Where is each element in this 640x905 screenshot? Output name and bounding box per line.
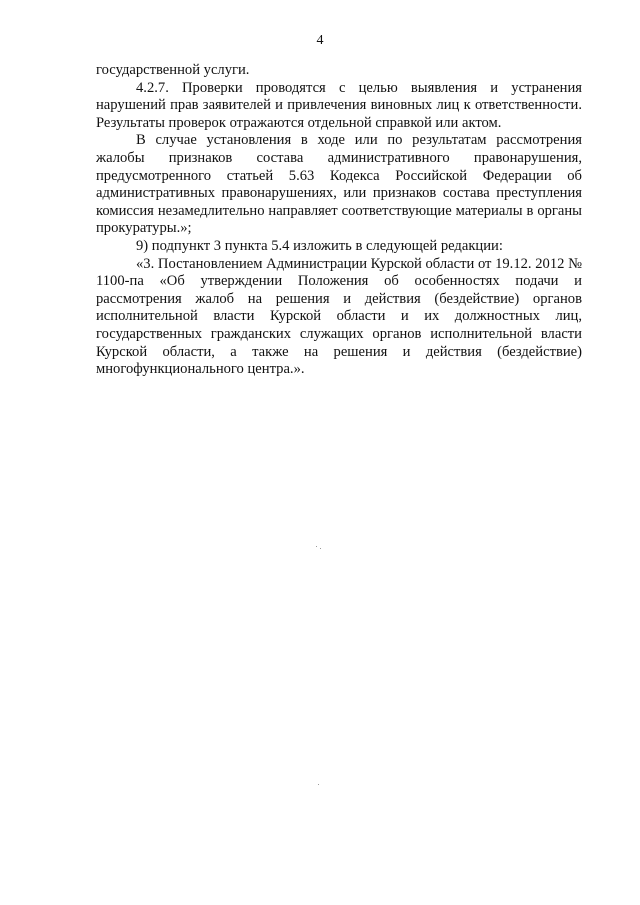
document-body bbox=[96, 62, 582, 379]
page-number: 4 bbox=[316, 33, 324, 48]
scan-speck bbox=[316, 546, 317, 547]
paragraph-continuation: государственной услуги. bbox=[96, 62, 250, 78]
paragraph-resolution-quote: «3. Постановлением Администрации Курской области от 19.12. 2012 № 1100-па «Об утверждении Положения об особенностях подачи и рассмотрения жалоб на решения и действия (бездействие) органов исполнительной власти Курской области и их должностных лиц, государственных гражданских служащих органов исполнительной власти Курской области, а также на решения и действия (бездействие) многофункционального центра.». bbox=[96, 255, 582, 378]
paragraph-4-2-7: 4.2.7. Проверки проводятся с целью выявления и устранения нарушений прав заявителей и привлечения виновных лиц к ответственности. Результаты проверок отражаются отдельной справкой или актом. bbox=[96, 79, 582, 131]
paragraph-violation-case: В случае установления в ходе или по результатам рассмотрения жалобы признаков состава административного правонарушения, предусмотренного статьей 5.63 Кодекса Российской Федерации об административных правонарушениях, или признаков состава преступления комиссия незамедлительно направляет соответствующие материалы в органы прокуратуры.»; bbox=[96, 132, 582, 237]
scan-speck bbox=[320, 548, 321, 549]
scan-speck bbox=[318, 784, 319, 785]
paragraph-subitem-9: 9) подпункт 3 пункта 5.4 изложить в следующей редакции: bbox=[136, 237, 503, 254]
